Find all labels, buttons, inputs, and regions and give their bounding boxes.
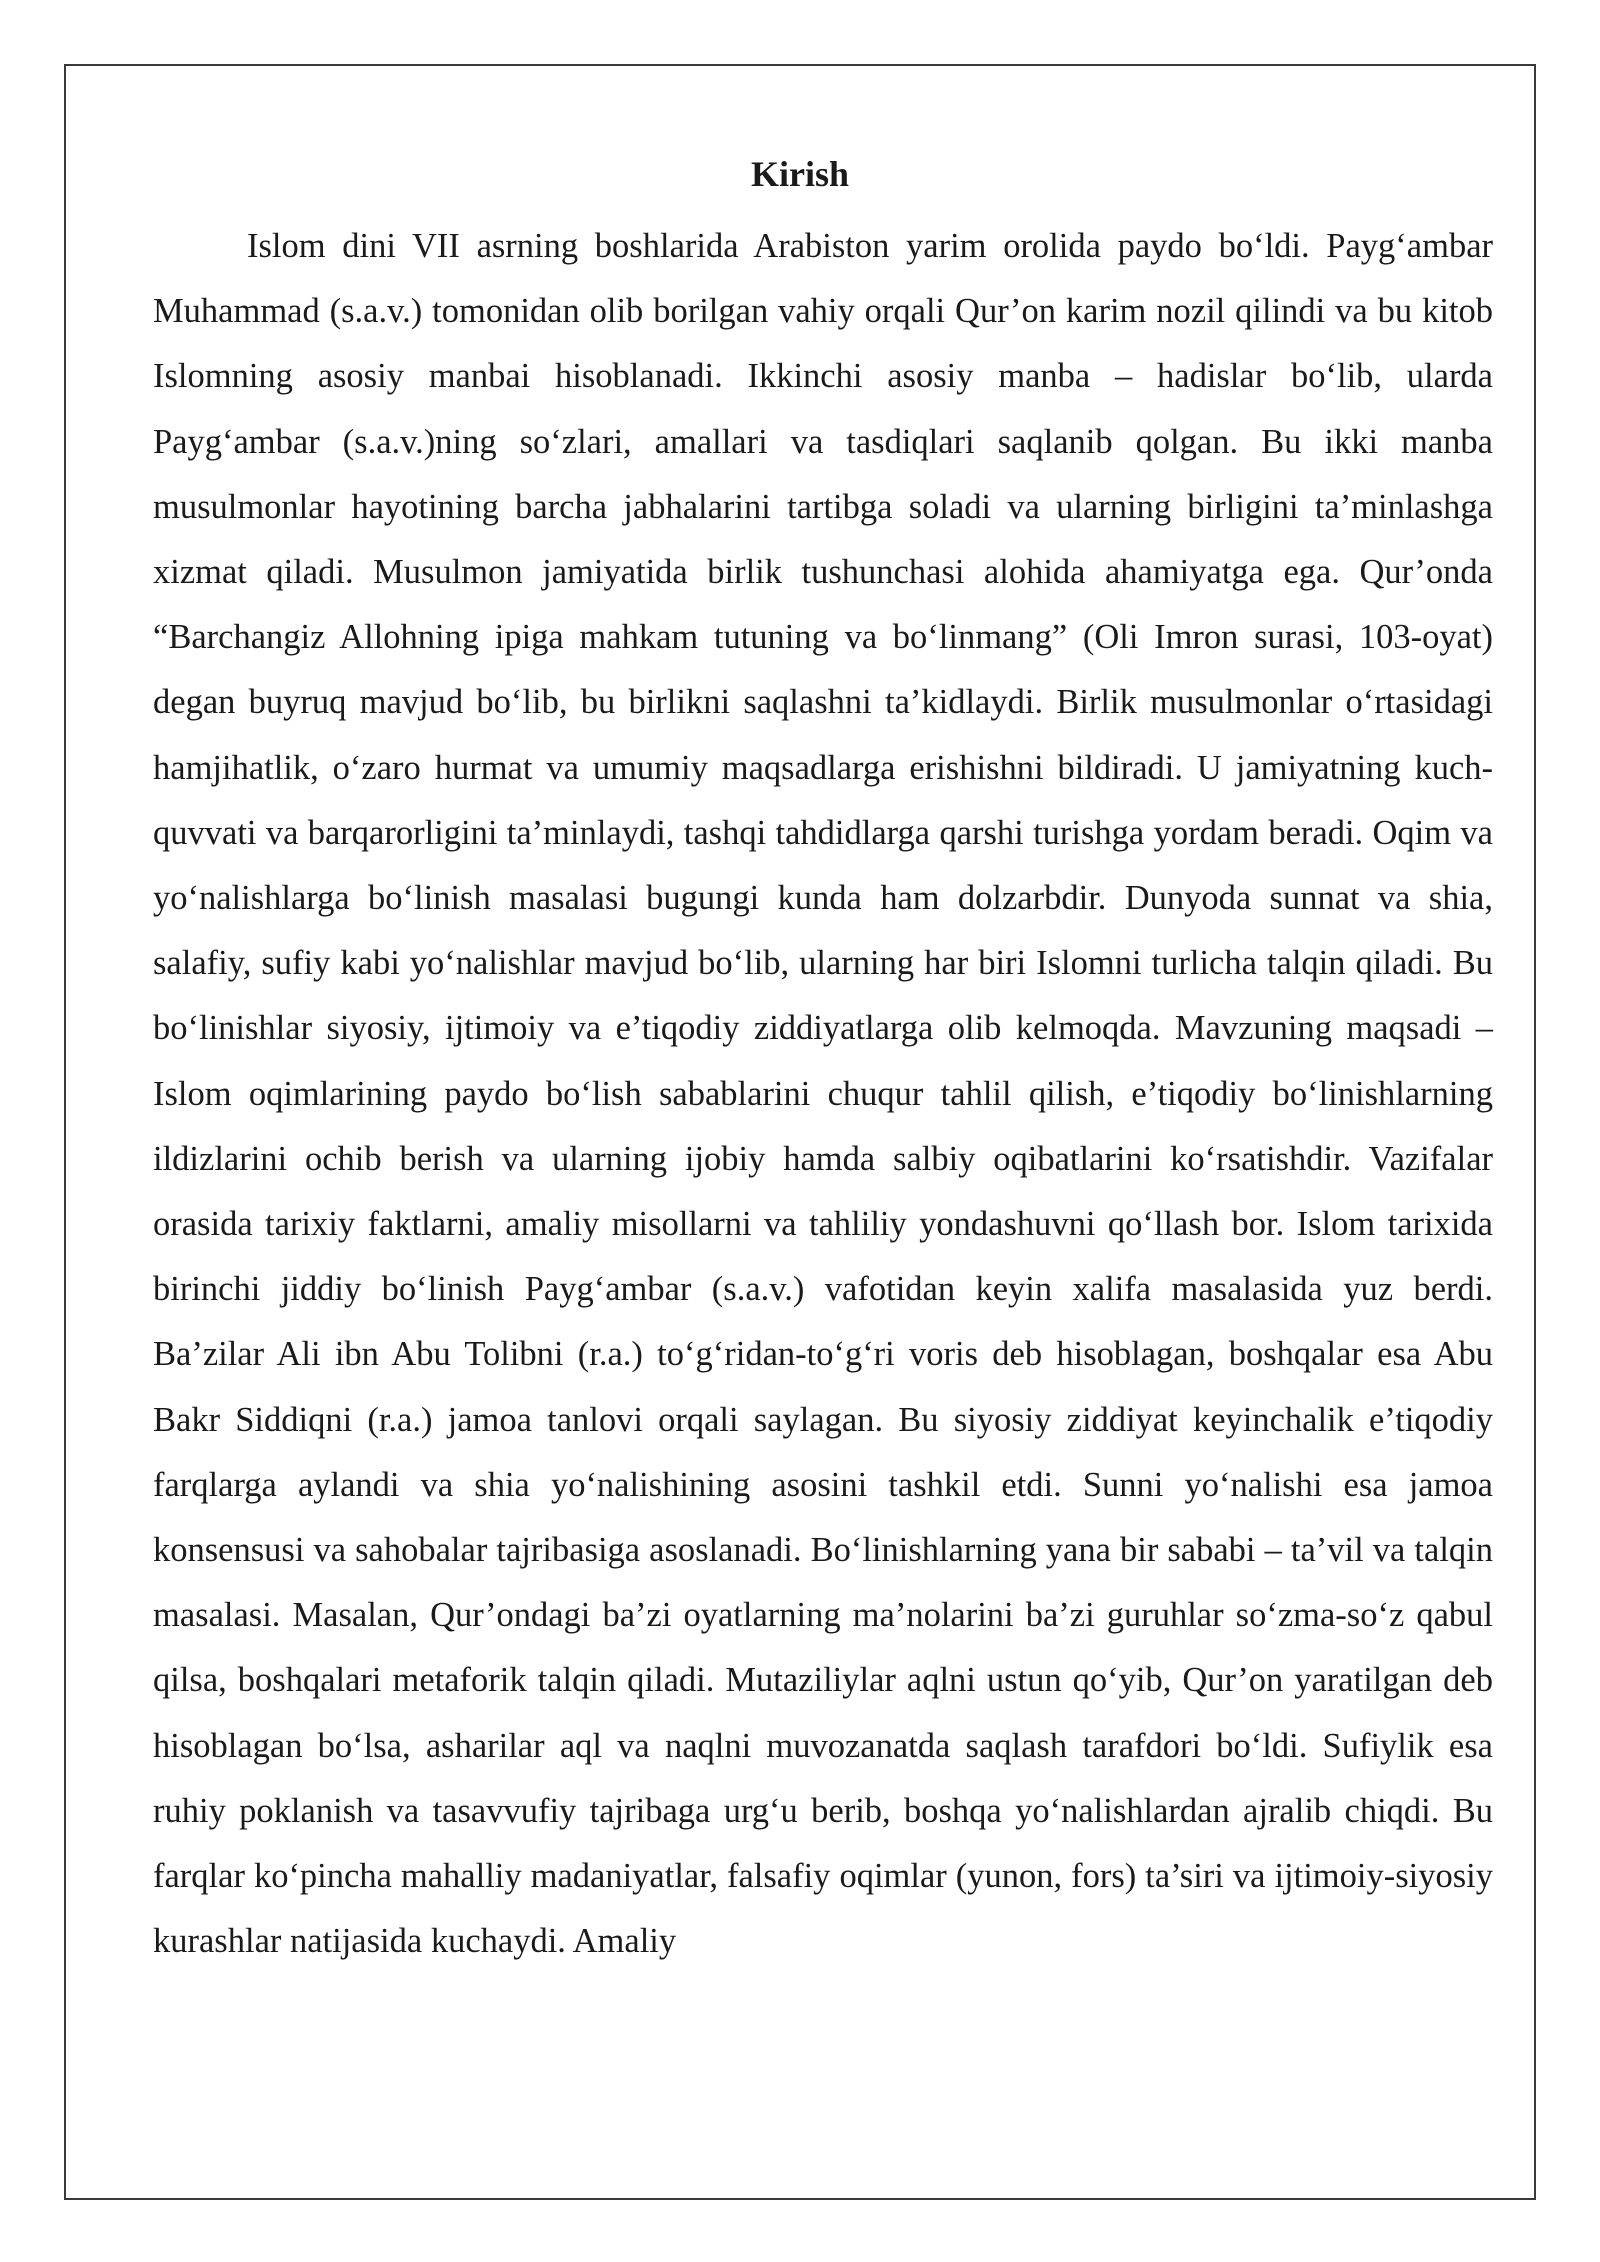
body-paragraph: Islom dini VII asrning boshlarida Arabiston yarim orolida paydo bo‘ldi. Payg‘ambar Muhammad (s.a.v.) tomonidan olib borilgan vahiy orqali Qur’on karim nozil qilindi va bu kitob Islomning asosiy manbai hisoblanadi. Ikkinchi asosiy manba – hadislar bo‘lib, ularda Payg‘ambar (s.a.v.)ning so‘zlari, amallari va tasdiqlari saqlanib qolgan. Bu ikki manba musulmonlar hayotining barcha jabhalarini tartibga soladi va ularning birligini ta’minlashga xizmat qiladi. Musulmon jamiyatida birlik tushunchasi alohida ahamiyatga ega. Qur’onda “Barchangiz Allohning ipiga mahkam tutuning va bo‘linmang” (Oli Imron surasi, 103-oyat) degan buyruq mavjud bo‘lib, bu birlikni saqlashni ta’kidlaydi. Birlik musulmonlar o‘rtasidagi hamjihatlik, o‘zaro hurmat va umumiy maqsadlarga erishishni bildiradi. U jamiyatning kuch-quvvati va barqarorligini ta’minlaydi, tashqi tahdidlarga qarshi turishga yordam beradi. Oqim va yo‘nalishlarga bo‘linish masalasi bugungi kunda ham dolzarbdir. Dunyoda sunnat va shia, salafiy, sufiy kabi yo‘nalishlar mavjud bo‘lib, ularning har biri Islomni turlicha talqin qiladi. Bu bo‘linishlar siyosiy, ijtimoiy va e’tiqodiy ziddiyatlarga olib kelmoqda. Mavzuning maqsadi – Islom oqimlarining paydo bo‘lish sabablarini chuqur tahlil qilish, e’tiqodiy bo‘linishlarning ildizlarini ochib berish va ularning ijobiy hamda salbiy oqibatlarini ko‘rsatishdir. Vazifalar orasida tarixiy faktlarni, amaliy misollarni va tahliliy yondashuvni qo‘llash bor. Islom tarixida birinchi jiddiy bo‘linish Payg‘ambar (s.a.v.) vafotidan keyin xalifa masalasida yuz berdi. Ba’zilar Ali ibn Abu Tolibni (r.a.) to‘g‘ridan-to‘g‘ri voris deb hisoblagan, boshqalar esa Abu Bakr Siddiqni (r.a.) jamoa tanlovi orqali saylagan. Bu siyosiy ziddiyat keyinchalik e’tiqodiy farqlarga aylandi va shia yo‘nalishining asosini tashkil etdi. Sunni yo‘nalishi esa jamoa konsensusi va sahobalar tajribasiga asoslanadi. Bo‘linishlarning yana bir sababi – ta’vil va talqin masalasi. Masalan, Qur’ondagi ba’zi oyatlarning ma’nolarini ba’zi guruhlar so‘zma-so‘z qabul qilsa, boshqalari metaforik talqin qiladi. Mutaziliylar aqlni ustun qo‘yib, Qur’on yaratilgan deb hisoblagan bo‘lsa, asharilar aql va naqlni muvozanatda saqlash tarafdori bo‘ldi. Sufiylik esa ruhiy poklanish va tasavvufiy tajribaga urg‘u berib, boshqa yo‘nalishlardan ajralib chiqdi. Bu farqlar ko‘pincha mahalliy madaniyatlar, falsafiy oqimlar (yunon, fors) ta’siri va ijtimoiy-siyosiy kurashlar natijasida kuchaydi. Amaliy [153,227,1493,1961]
section-title: Kirish [750,154,849,194]
